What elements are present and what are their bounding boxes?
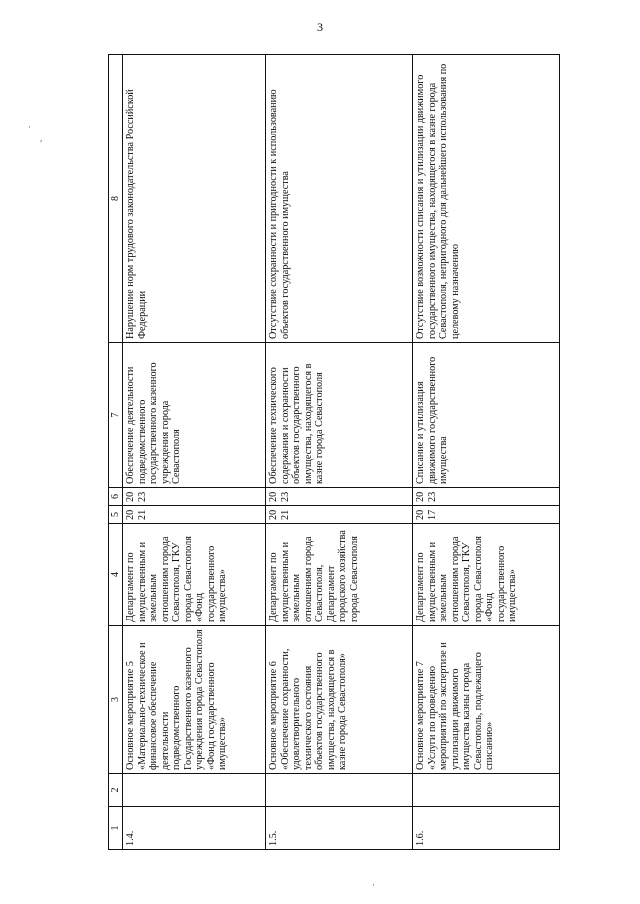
col-header-1: 1 xyxy=(109,807,123,850)
row-number: 1.6. xyxy=(413,807,560,850)
row-col2 xyxy=(123,774,266,807)
consequences: Отсутствие возможности списания и утилизации движимого государственного имущества, находящегося в казне города Севастополя, непригодного для дальнейшего использования по целевому назначению xyxy=(413,55,560,343)
expected-result: Обеспечение технического содержания и сохранности объектов государственного имущества, находящегося в казне города Севастополя xyxy=(266,343,413,488)
col-header-2: 2 xyxy=(109,774,123,807)
consequences: Нарушение норм трудового законодательства Российской Федерации xyxy=(123,55,266,343)
col-header-3: 3 xyxy=(109,626,123,774)
measure-name: Основное мероприятие 5 «Материально-техническое и финансовое обеспечение деятельности подведомственного Государственного казенного учреждения города Севастополя «Фонд государственного имущества» xyxy=(123,626,266,774)
col-header-5: 5 xyxy=(109,506,123,524)
table-row xyxy=(123,55,266,850)
table-row xyxy=(266,55,413,850)
scan-artifact: · xyxy=(28,122,31,132)
row-number: 1.4. xyxy=(123,807,266,850)
start-year: 2017 xyxy=(413,506,560,524)
measure-name: Основное мероприятие 6 «Обеспечение сохранности, удовлетворительного технического состояния объектов государственного имущества, находящегося в казне города Севастополя» xyxy=(266,626,413,774)
responsible-executor: Департамент по имущественным и земельным отношениям города Севастополя, Департамент городского хозяйства города Севастополя xyxy=(266,524,413,626)
col-header-6: 6 xyxy=(109,488,123,506)
page-number: 3 xyxy=(317,20,323,34)
end-year: 2023 xyxy=(413,488,560,506)
row-col2 xyxy=(413,774,560,807)
end-year: 2023 xyxy=(123,488,266,506)
measures-table xyxy=(108,54,560,850)
scan-artifact: , xyxy=(40,133,43,143)
header-row xyxy=(109,55,123,850)
row-number: 1.5. xyxy=(266,807,413,850)
end-year: 2023 xyxy=(266,488,413,506)
responsible-executor: Департамент по имущественным и земельным отношениям города Севастополя, ГКУ города Севастополя «Фонд государственного имущества» xyxy=(123,524,266,626)
rotated-table-area xyxy=(108,55,558,850)
col-header-8: 8 xyxy=(109,55,123,343)
rotated-table-container xyxy=(108,55,558,850)
start-year: 2021 xyxy=(123,506,266,524)
measure-name: Основное мероприятие 7 «Услуги по проведению мероприятий по экспертизе и утилизации движимого имущества казны города Севастополь, подлежащего списанию» xyxy=(413,626,560,774)
col-header-7: 7 xyxy=(109,343,123,488)
scan-artifact: · xyxy=(372,880,375,890)
col-header-4: 4 xyxy=(109,524,123,626)
consequences: Отсутствие сохранности и пригодности к использованию объектов государственного имущества xyxy=(266,55,413,343)
table-row xyxy=(413,55,560,850)
expected-result: Списание и утилизация движимого государственного имущества xyxy=(413,343,560,488)
row-col2 xyxy=(266,774,413,807)
start-year: 2021 xyxy=(266,506,413,524)
expected-result: Обеспечение деятельности подведомственного государственного казенного учреждения города Севастополя xyxy=(123,343,266,488)
responsible-executor: Департамент по имущественным и земельным отношениям города Севастополя, ГКУ города Севастополя «Фонд государственного имущества» xyxy=(413,524,560,626)
